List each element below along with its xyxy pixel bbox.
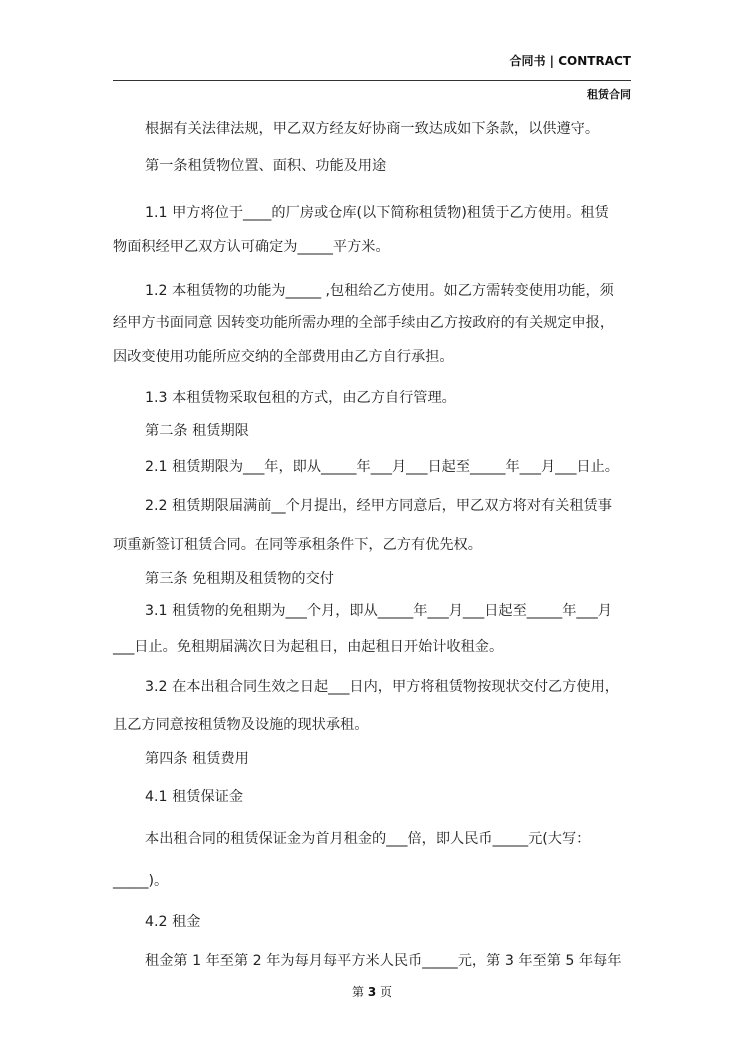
clause-1-1-line-2: 物面积经甲乙双方认可确定为_____平方米。 [113, 239, 390, 255]
clause-1-3: 1.3 本租赁物采取包租的方式，由乙方自行管理。 [145, 390, 456, 406]
clause-2-2-line-1: 2.2 租赁期限届满前__个月提出，经甲方同意后，甲乙双方将对有关租赁事 [145, 498, 612, 514]
clause-1-2-line-2: 经甲方书面同意 因转变功能所需办理的全部手续由乙方按政府的有关规定申报， [113, 315, 615, 331]
footer-prefix: 第 [351, 985, 364, 999]
header-divider [113, 80, 631, 81]
clause-4-2-line-1: 租金第 1 年至第 2 年为每月每平方米人民币_____元，第 3 年至第 5 年每年 [145, 953, 622, 969]
clause-1-2-line-1: 1.2 本租赁物的功能为_____ ,包租给乙方使用。如乙方需转变使用功能，须 [145, 283, 614, 299]
header-brand: 合同书 | CONTRACT [509, 54, 631, 68]
page-footer [0, 983, 744, 1000]
clause-3-2-line-1: 3.2 在本出租合同生效之日起___日内，甲方将租赁物按现状交付乙方使用， [145, 679, 619, 695]
clause-3-1-line-2: ___日止。免租期届满次日为起租日，由起租日开始计收租金。 [113, 639, 504, 655]
clause-1-2-line-3: 因改变使用功能所应交纳的全部费用由乙方自行承担。 [113, 349, 454, 365]
paragraph-preamble: 根据有关法律法规，甲乙双方经友好协商一致达成如下条款，以供遵守。 [145, 121, 600, 137]
page-number: 3 [367, 985, 377, 999]
article-heading-2: 第二条 租赁期限 [145, 423, 249, 439]
clause-4-1-line-2: _____)。 [113, 873, 169, 889]
article-heading-4: 第四条 租赁费用 [145, 751, 249, 767]
clause-4-1-heading: 4.1 租赁保证金 [145, 789, 244, 805]
clause-4-1-line-1: 本出租合同的租赁保证金为首月租金的___倍，即人民币_____元(大写： [145, 831, 591, 847]
clause-2-2-line-2: 项重新签订租赁合同。在同等承租条件下，乙方有优先权。 [113, 537, 482, 553]
clause-2-1: 2.1 租赁期限为___年，即从_____年___月___日起至_____年___月___日止。 [145, 459, 619, 475]
header-doc-title: 租赁合同 [587, 88, 631, 101]
footer-suffix: 页 [380, 985, 393, 999]
article-heading-3: 第三条 免租期及租赁物的交付 [145, 571, 334, 587]
clause-3-2-line-2: 且乙方同意按租赁物及设施的现状承租。 [113, 717, 369, 733]
clause-1-1-line-1: 1.1 甲方将位于____的厂房或仓库(以下简称租赁物)租赁于乙方使用。租赁 [145, 205, 609, 221]
clause-4-2-heading: 4.2 租金 [145, 914, 201, 930]
article-heading-1: 第一条租赁物位置、面积、功能及用途 [145, 158, 387, 174]
clause-3-1-line-1: 3.1 租赁物的免租期为___个月，即从_____年___月___日起至_____年___月 [145, 603, 612, 619]
